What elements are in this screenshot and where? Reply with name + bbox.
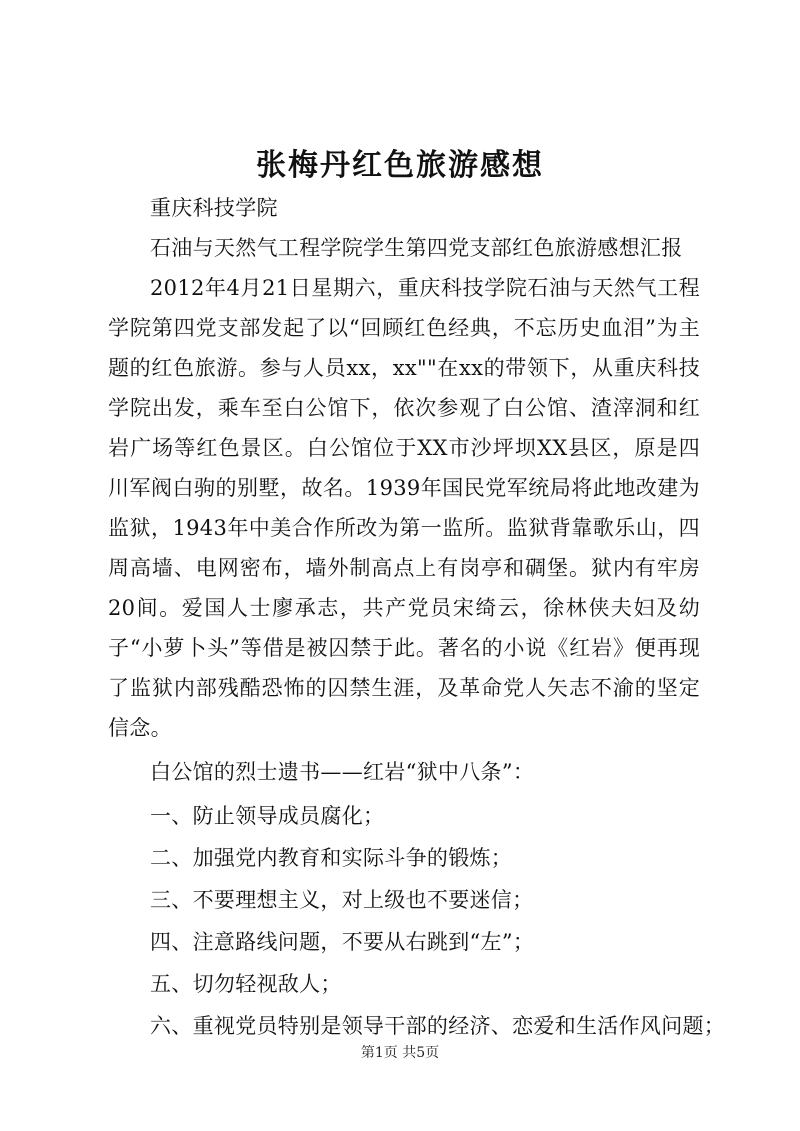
page-indicator: 第1页 共5页 bbox=[360, 1045, 440, 1061]
list-item: 六、重视党员特别是领导干部的经济、恋爱和生活作风问题； bbox=[150, 1014, 726, 1038]
eight-rules-list bbox=[108, 796, 726, 1046]
list-item: 三、不要理想主义，对上级也不要迷信； bbox=[150, 888, 534, 912]
list-intro: 白公馆的烈士遗书——红岩“狱中八条”： bbox=[150, 760, 535, 784]
list-item: 一、防止领导成员腐化； bbox=[150, 804, 385, 828]
list-item: 二、加强党内教育和实际斗争的锻炼； bbox=[150, 846, 513, 870]
school-name: 重庆科技学院 bbox=[150, 196, 278, 220]
document-body bbox=[108, 188, 726, 1048]
body-paragraph: 2012年4月21日星期六，重庆科技学院石油与天然气工程学院第四党支部发起了以“回顾红色经典，不忘历史血泪”为主题的红色旅游。参与人员xx，xx""在xx的带领下，从重庆科技学院出发，乘车至白公馆下，依次参观了白公馆、渣滓洞和红岩广场等红色景区。白公馆位于XX市沙坪坝XX县区，原是四川军阀白驹的别墅，故名。1939年国民党军统局将此地改建为监狱，1943年中美合作所改为第一监所。监狱背靠歌乐山，四周高墙、电网密布，墙外制高点上有岗亭和碉堡。狱内有牢房20间。爱国人士廖承志，共产党员宋绮云，徐林侠夫妇及幼子“小萝卜头”等借是被囚禁于此。著名的小说《红岩》便再现了监狱内部残酷恐怖的囚禁生涯，及革命党人矢志不渝的坚定信念。 bbox=[108, 276, 700, 740]
list-item: 四、注意路线问题，不要从右跳到“左”； bbox=[150, 930, 535, 954]
document-title: 张梅丹红色旅游感想 bbox=[256, 148, 544, 183]
report-title: 石油与天然气工程学院学生第四党支部红色旅游感想汇报 bbox=[150, 236, 683, 260]
list-item: 五、切勿轻视敌人； bbox=[150, 972, 342, 996]
